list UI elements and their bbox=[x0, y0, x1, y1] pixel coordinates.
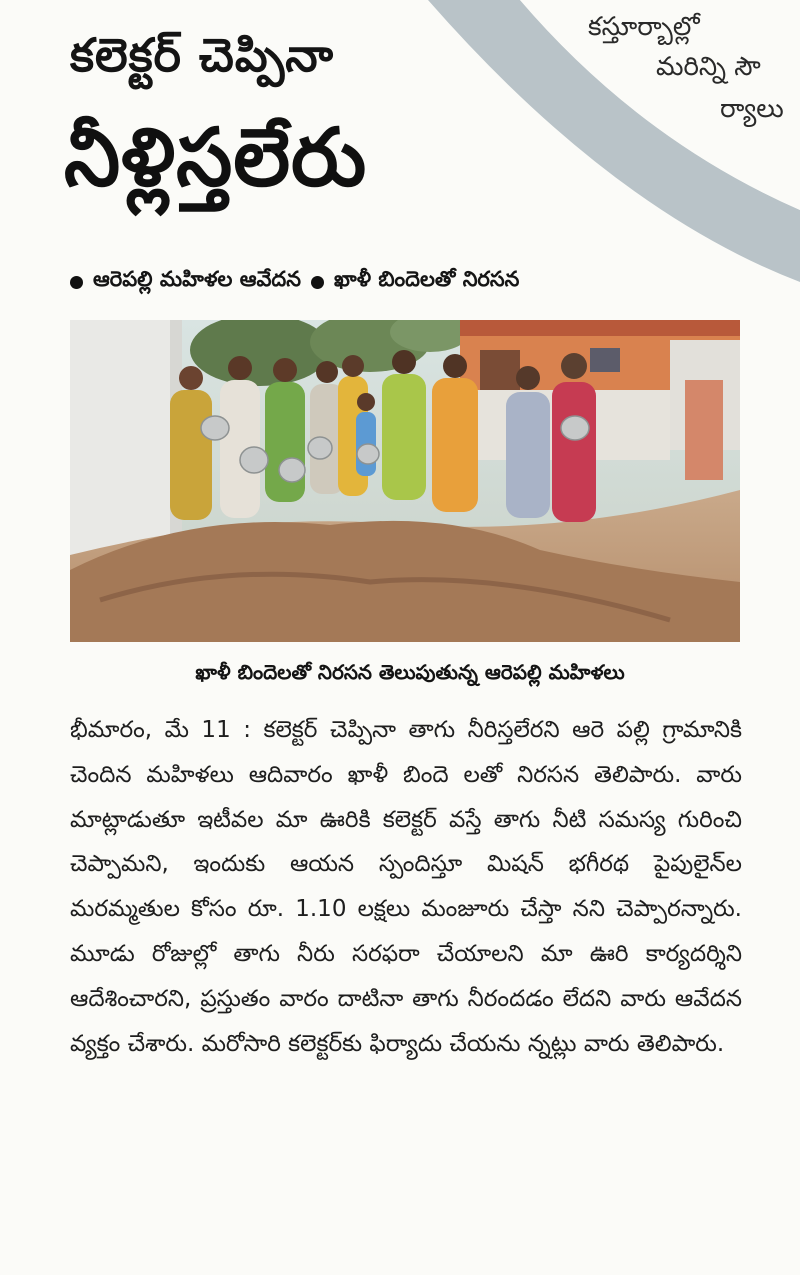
subhead-item1: ఆరెపల్లి మహిళల ఆవేదన bbox=[93, 267, 301, 291]
subhead bbox=[70, 262, 750, 302]
sidebar-snippet-line1: కస్తూర్బాల్లో bbox=[588, 12, 700, 42]
subhead-item2: ఖాళీ బిందెలతో నిరసన bbox=[334, 267, 520, 291]
sidebar-snippet-line2: మరిన్ని సౌ bbox=[656, 52, 761, 82]
article-body: భీమారం, మే 11 : కలెక్టర్ చెప్పినా తాగు నీరిస్తలేరని ఆరె పల్లి గ్రామానికి చెందిన మహిళలు ఆదివారం ఖాళీ బిందె లతో నిరసన తెలిపారు. వారు మాట్లాడుతూ ఇటీవల మా ఊరికి కలెక్టర్ వస్తే తాగు నీటి సమస్య గురించి చెప్పామని, ఇందుకు ఆయన స్పందిస్తూ మిషన్ భగీరథ పైపులైన్‌ల మరమ్మతుల కోసం రూ. 1.10 లక్షలు మంజూరు చేస్తా నని చెప్పారన్నారు. మూడు రోజుల్లో తాగు నీరు సరఫరా చేయాలని మా ఊరి కార్యదర్శిని ఆదేశించారని, ప్రస్తుతం వారం దాటినా తాగు నీరందడం లేదని వారు ఆవేదన వ్యక్తం చేశారు. మరోసారి కలెక్టర్‌కు ఫిర్యాదు చేయను న్నట్లు వారు తెలిపారు. bbox=[70, 717, 742, 1057]
sidebar-snippet-line3: ర్యాలు bbox=[720, 94, 784, 124]
headline-line1: కలెక్టర్ చెప్పినా bbox=[70, 28, 335, 82]
photo-caption: ఖాళీ బిందెలతో నిరసన తెలుపుతున్న ఆరెపల్లి మహిళలు bbox=[195, 660, 625, 684]
headline-line2: నీళ్లిస్తలేరు bbox=[64, 111, 368, 204]
bullet-icon bbox=[311, 276, 324, 289]
news-photo bbox=[70, 320, 740, 642]
bullet-icon bbox=[70, 276, 83, 289]
